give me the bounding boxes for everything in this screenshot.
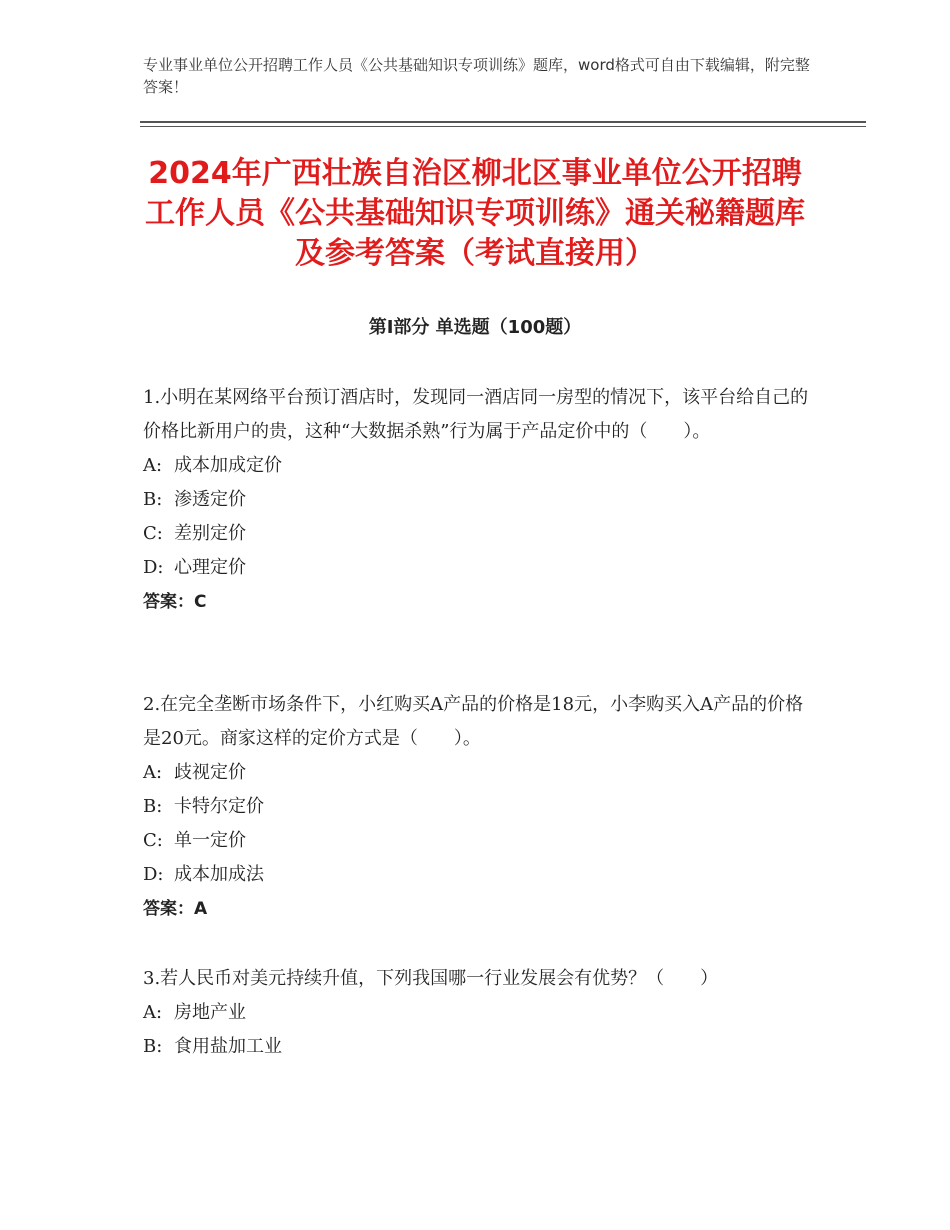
option-letter: C: bbox=[143, 523, 163, 544]
section-heading: 第Ⅰ部分 单选题（100题） bbox=[368, 317, 582, 338]
option-letter: A: bbox=[143, 762, 163, 783]
option-c bbox=[143, 517, 813, 551]
option-text: 卡特尔定价 bbox=[174, 796, 264, 817]
option-letter: D: bbox=[143, 557, 164, 578]
option-text: 渗透定价 bbox=[174, 489, 246, 510]
question-3 bbox=[143, 962, 813, 1064]
option-letter: D: bbox=[143, 864, 164, 885]
option-text: 歧视定价 bbox=[174, 762, 246, 783]
question-stem: 3.若人民币对美元持续升值，下列我国哪一行业发展会有优势？（ ） bbox=[143, 968, 719, 989]
option-letter: B: bbox=[143, 796, 163, 817]
answer-line: 答案：A bbox=[143, 899, 208, 919]
option-text: 心理定价 bbox=[174, 557, 246, 578]
option-text: 差别定价 bbox=[174, 523, 246, 544]
header-note: 专业事业单位公开招聘工作人员《公共基础知识专项训练》题库，word格式可自由下载编辑，附完整答案！ bbox=[143, 56, 810, 96]
option-letter: C: bbox=[143, 830, 163, 851]
question-stem: 2.在完全垄断市场条件下，小红购买A产品的价格是18元，小李购买入A产品的价格是20元。商家这样的定价方式是（ ）。 bbox=[143, 694, 804, 749]
option-letter: A: bbox=[143, 1002, 163, 1023]
option-b bbox=[143, 790, 813, 824]
question-stem: 1.小明在某网络平台预订酒店时，发现同一酒店同一房型的情况下，该平台给自己的价格比新用户的贵，这种“大数据杀熟”行为属于产品定价中的（ ）。 bbox=[143, 387, 809, 442]
question-2 bbox=[143, 688, 813, 926]
answer-line: 答案：C bbox=[143, 592, 207, 612]
option-letter: B: bbox=[143, 1036, 163, 1057]
option-text: 成本加成法 bbox=[174, 864, 264, 885]
option-b bbox=[143, 483, 813, 517]
option-d bbox=[143, 858, 813, 892]
question-1 bbox=[143, 381, 813, 619]
option-c bbox=[143, 824, 813, 858]
option-a bbox=[143, 449, 813, 483]
document-title: 2024年广西壮族自治区柳北区事业单位公开招聘工作人员《公共基础知识专项训练》通关秘籍题库及参考答案（考试直接用） bbox=[145, 156, 805, 271]
option-text: 房地产业 bbox=[174, 1002, 246, 1023]
option-text: 成本加成定价 bbox=[174, 455, 282, 476]
option-letter: B: bbox=[143, 489, 163, 510]
header-rule-thick bbox=[140, 121, 866, 123]
option-a bbox=[143, 996, 813, 1030]
option-text: 食用盐加工业 bbox=[174, 1036, 282, 1057]
option-b bbox=[143, 1030, 813, 1064]
header-rule-thin bbox=[140, 126, 866, 127]
option-letter: A: bbox=[143, 455, 163, 476]
option-text: 单一定价 bbox=[174, 830, 246, 851]
option-d bbox=[143, 551, 813, 585]
option-a bbox=[143, 756, 813, 790]
